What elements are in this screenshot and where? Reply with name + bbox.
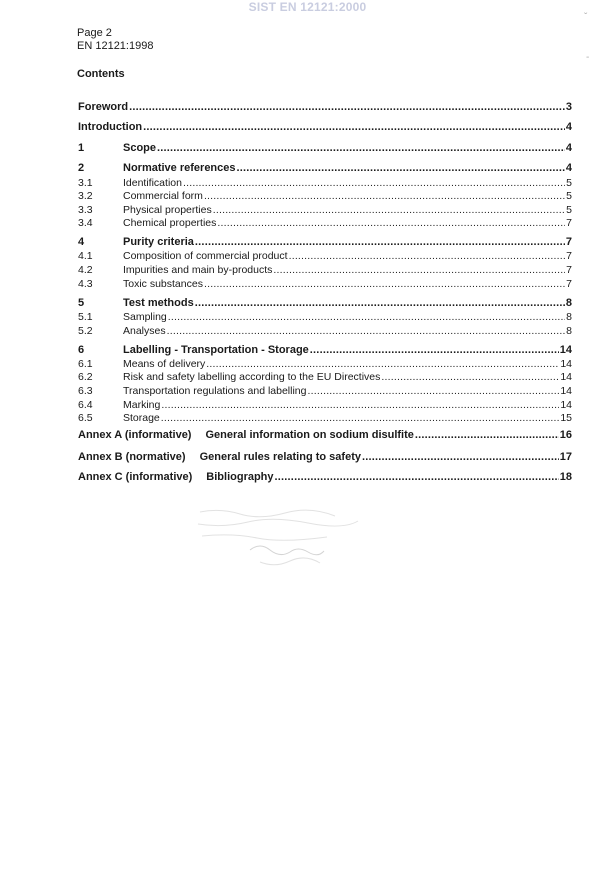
toc-entry-page: 14 (560, 371, 572, 383)
dot-leader (157, 142, 565, 154)
annex-page: 18 (559, 471, 572, 483)
toc-entry-page: 14 (559, 344, 572, 356)
dot-leader (237, 162, 565, 174)
toc-entry[interactable] (78, 189, 572, 202)
dot-leader (362, 451, 559, 463)
toc-entry[interactable] (78, 296, 572, 309)
toc-entry[interactable] (78, 343, 572, 356)
dot-leader (195, 236, 565, 248)
toc-entry-title: Normative references (123, 162, 236, 174)
toc-entry-number: 3.4 (78, 217, 93, 229)
dot-leader (217, 217, 565, 229)
toc-entry-page: 14 (560, 399, 572, 411)
annex-entry[interactable] (78, 428, 572, 441)
toc-entry[interactable] (78, 324, 572, 337)
contents-title: Contents (77, 68, 125, 80)
toc-entry[interactable] (78, 249, 572, 262)
toc-entry-title: Toxic substances (123, 278, 203, 290)
dot-leader (161, 412, 560, 424)
toc-entry-number: 6.4 (78, 399, 93, 411)
annex-entry[interactable] (78, 470, 572, 483)
toc-entry[interactable] (78, 141, 572, 154)
toc-entry-number: 6.1 (78, 358, 93, 370)
toc-entry-number: 1 (78, 142, 85, 154)
annex-title: Bibliography (206, 471, 274, 483)
toc-entry-number: 6.5 (78, 412, 93, 424)
toc-entry-number: 4.1 (78, 250, 93, 262)
dot-leader (307, 385, 559, 397)
dot-leader (289, 250, 565, 262)
margin-mark: - (586, 52, 590, 63)
toc-entry[interactable] (78, 411, 572, 424)
toc-entry-page: 15 (560, 412, 572, 424)
toc-entry-page: 4 (565, 162, 572, 174)
toc-entry[interactable] (78, 277, 572, 290)
toc-entry-number: 6.2 (78, 371, 93, 383)
dot-leader (213, 204, 565, 216)
toc-entry-title: Storage (123, 412, 160, 424)
toc-entry-number: 4 (78, 236, 85, 248)
toc-entry-page: 7 (566, 217, 572, 229)
toc-entry-title: Transportation regulations and labelling (123, 385, 307, 397)
toc-entry-title: Sampling (123, 311, 167, 323)
dot-leader (143, 121, 565, 133)
dot-leader (195, 297, 565, 309)
toc-entry-title: Purity criteria (123, 236, 194, 248)
toc-entry[interactable] (78, 235, 572, 248)
toc-entry[interactable] (78, 161, 572, 174)
annex-entry[interactable] (78, 450, 572, 463)
toc-entry-title: Identification (123, 177, 182, 189)
toc-entry-title: Labelling - Transportation - Storage (123, 344, 309, 356)
toc-entry-page: 7 (566, 250, 572, 262)
annex-label: Annex B (normative) (78, 451, 186, 463)
annex-page: 17 (559, 451, 572, 463)
annex-title: General rules relating to safety (199, 451, 361, 463)
page-number: Page 2 (77, 27, 112, 39)
dot-leader (275, 471, 559, 483)
toc-entry-title: Chemical properties (123, 217, 217, 229)
toc-entry-title: Introduction (78, 121, 143, 133)
toc-entry-number: 6 (78, 344, 85, 356)
toc-entry[interactable] (78, 310, 572, 323)
toc-entry-page: 4 (565, 121, 572, 133)
dot-leader (415, 429, 559, 441)
toc-entry-title: Physical properties (123, 204, 212, 216)
toc-entry-page: 7 (566, 278, 572, 290)
toc-entry-number: 3.3 (78, 204, 93, 216)
faded-stamp-graphic (190, 500, 370, 580)
dot-leader (168, 311, 565, 323)
dot-leader (183, 177, 565, 189)
annex-page: 16 (559, 429, 572, 441)
annex-title: General information on sodium disulfite (205, 429, 414, 441)
toc-entry-title: Composition of commercial product (123, 250, 288, 262)
toc-entry-title: Analyses (123, 325, 166, 337)
toc-entry-title: Impurities and main by-products (123, 264, 273, 276)
toc-entry-number: 3.2 (78, 190, 93, 202)
toc-entry-title: Commercial form (123, 190, 203, 202)
toc-entry-page: 5 (566, 190, 572, 202)
toc-entry[interactable] (78, 176, 572, 189)
annex-label: Annex C (informative) (78, 471, 193, 483)
dot-leader (206, 358, 559, 370)
toc-entry[interactable] (78, 370, 572, 383)
toc-entry-page: 8 (566, 325, 572, 337)
toc-entry-title: Marking (123, 399, 161, 411)
toc-entry-page: 7 (566, 264, 572, 276)
dot-leader (204, 190, 565, 202)
toc-entry-page: 8 (566, 311, 572, 323)
toc-entry[interactable] (78, 398, 572, 411)
toc-entry[interactable] (78, 263, 572, 276)
toc-entry[interactable] (78, 216, 572, 229)
toc-entry-page: 5 (566, 177, 572, 189)
faded-stamp (190, 500, 370, 580)
toc-entry-title: Foreword (78, 101, 129, 113)
dot-leader (129, 101, 565, 113)
toc-entry-page: 14 (560, 385, 572, 397)
page-header (77, 27, 153, 53)
dot-leader (381, 371, 559, 383)
toc-entry-number: 5.1 (78, 311, 93, 323)
toc-entry[interactable] (78, 384, 572, 397)
toc-entry-title: Scope (123, 142, 157, 154)
toc-entry-page: 8 (565, 297, 572, 309)
toc-entry-page: 3 (565, 101, 572, 113)
toc-entry-number: 2 (78, 162, 85, 174)
toc-entry-number: 3.1 (78, 177, 93, 189)
dot-leader (167, 325, 565, 337)
toc-entry-page: 14 (560, 358, 572, 370)
standard-number: EN 12121:1998 (77, 40, 154, 52)
toc-entry-title: Risk and safety labelling according to the EU Directives (123, 371, 381, 383)
toc-entry-number: 4.3 (78, 278, 93, 290)
toc-entry-number: 4.2 (78, 264, 93, 276)
toc-entry[interactable] (78, 357, 572, 370)
dot-leader (273, 264, 565, 276)
annex-label: Annex A (informative) (78, 429, 192, 441)
toc-entry[interactable] (78, 120, 572, 133)
watermark: SIST EN 12121:2000 (248, 0, 367, 14)
toc-entry[interactable] (78, 100, 572, 113)
toc-entry-title: Test methods (123, 297, 194, 309)
toc-entry-title: Means of delivery (123, 358, 206, 370)
toc-entry-number: 5.2 (78, 325, 93, 337)
dot-leader (204, 278, 565, 290)
toc-entry[interactable] (78, 203, 572, 216)
dot-leader (161, 399, 559, 411)
dot-leader (310, 344, 559, 356)
toc-entry-page: 4 (565, 142, 572, 154)
toc-entry-number: 5 (78, 297, 85, 309)
margin-mark: ˇ (584, 12, 588, 23)
toc-entry-page: 5 (566, 204, 572, 216)
toc-entry-number: 6.3 (78, 385, 93, 397)
toc-entry-page: 7 (565, 236, 572, 248)
